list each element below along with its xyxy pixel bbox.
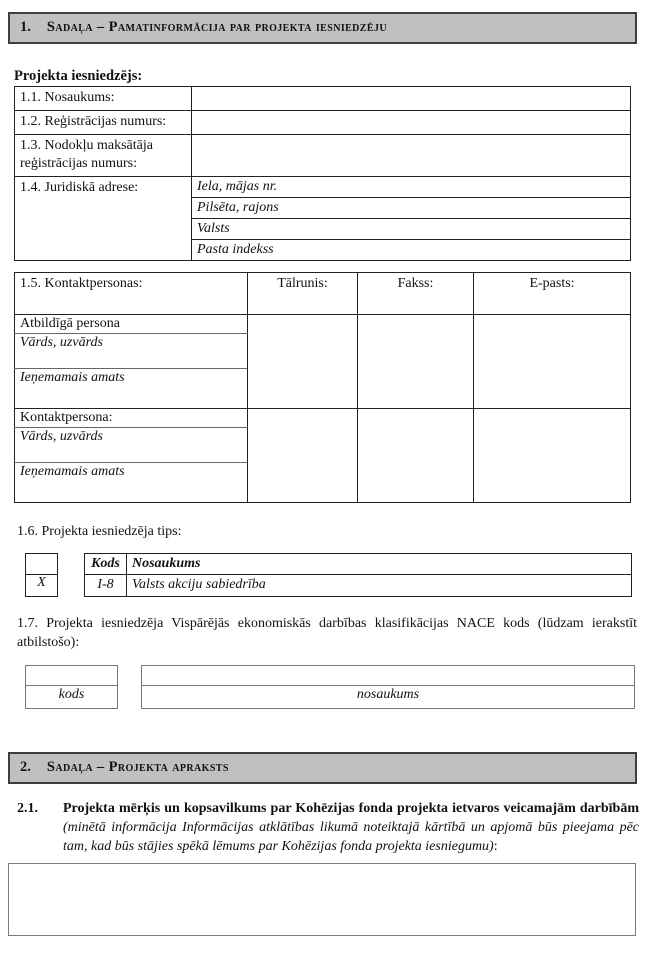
applicant-type-block (25, 553, 637, 597)
item-2-1-number: 2.1. (17, 801, 38, 816)
contacts-table (14, 272, 631, 503)
nace-code-box (25, 665, 118, 709)
type-mark-empty-cell[interactable] (26, 554, 58, 575)
table-row (15, 135, 631, 177)
table-row (85, 554, 632, 575)
contact-email-cell[interactable] (474, 409, 631, 503)
table-row (26, 554, 58, 575)
responsible-fax-cell[interactable] (358, 315, 474, 409)
section1-header-bar (8, 12, 637, 44)
applicant-heading: Projekta iesniedzējs: (14, 68, 143, 84)
table-row (142, 666, 635, 686)
responsible-name-cell[interactable]: Vārds, uzvārds (15, 334, 248, 369)
item-2-1-italic-text: (minētā informācija Informācijas atklātības likumā noteiktajā kārtībā un apjomā būs pieejama pēc tam, kad būs stājies spēkā lēmums par Kohēzijas fonda projekta iesniegumu) (63, 820, 639, 854)
table-row (26, 666, 118, 686)
contacts-header-row (15, 273, 631, 315)
type-code-value: I-8 (85, 575, 127, 597)
type-code-header: Kods (85, 554, 127, 575)
section2-title: Sadaļa – Projekta apraksts (46, 759, 229, 775)
table-row (15, 177, 631, 198)
contact-position-cell[interactable]: Ieņemamais amats (15, 463, 248, 503)
row-1-3-input-cell[interactable] (192, 135, 631, 177)
nace-name-label: nosaukums (142, 686, 635, 709)
table-row (15, 87, 631, 111)
nace-name-input-cell[interactable] (142, 666, 635, 686)
item-2-1-suffix: : (493, 839, 498, 854)
applicant-info-table (14, 86, 631, 261)
row-1-3-label: 1.3. Nodokļu maksātāja reģistrācijas numurs: (15, 135, 192, 177)
nace-code-label: kods (26, 686, 118, 709)
table-row (142, 686, 635, 709)
applicant-type-table (84, 553, 632, 597)
responsible-email-cell[interactable] (474, 315, 631, 409)
row-1-2-input-cell[interactable] (192, 111, 631, 135)
section1-number: 1. (20, 19, 31, 35)
type-mark-box (25, 553, 58, 597)
table-row (85, 575, 632, 597)
email-header: E-pasts: (474, 273, 631, 315)
table-row (15, 111, 631, 135)
section1-title: Sadaļa – Pamatinformācija par projekta iesniedzēju (46, 19, 387, 35)
responsible-phone-cell[interactable] (248, 315, 358, 409)
applicant-type-label: 1.6. Projekta iesniedzēja tips: (17, 524, 182, 539)
contacts-label: 1.5. Kontaktpersonas: (15, 273, 248, 315)
table-row (15, 315, 631, 334)
nace-block (25, 665, 637, 709)
contact-person-label: Kontaktpersona: (15, 409, 248, 428)
address-city-cell[interactable]: Pilsēta, rajons (192, 198, 631, 219)
row-1-1-input-cell[interactable] (192, 87, 631, 111)
responsible-person-label: Atbildīgā persona (15, 315, 248, 334)
type-name-value: Valsts akciju sabiedrība (127, 575, 632, 597)
type-mark-x-cell[interactable]: X (26, 575, 58, 597)
phone-header: Tālrunis: (248, 273, 358, 315)
project-description-input-box[interactable] (8, 863, 636, 936)
table-row (26, 575, 58, 597)
address-street-cell[interactable]: Iela, mājas nr. (192, 177, 631, 198)
responsible-position-cell[interactable]: Ieņemamais amats (15, 369, 248, 409)
section2-number: 2. (20, 759, 31, 775)
section2-header-bar (8, 752, 637, 784)
nace-code-input-cell[interactable] (26, 666, 118, 686)
row-1-1-label: 1.1. Nosaukums: (15, 87, 192, 111)
row-1-4-label: 1.4. Juridiskā adrese: (15, 177, 192, 261)
contact-fax-cell[interactable] (358, 409, 474, 503)
item-2-1-paragraph (17, 799, 639, 856)
nace-label: 1.7. Projekta iesniedzēja Vispārējās ekonomiskās darbības klasifikācijas NACE kods (lūdzam ierakstīt atbilstošo): (17, 616, 637, 650)
type-name-header: Nosaukums (127, 554, 632, 575)
address-postcode-cell[interactable]: Pasta indekss (192, 240, 631, 261)
address-country-cell[interactable]: Valsts (192, 219, 631, 240)
table-row (15, 409, 631, 428)
fax-header: Fakss: (358, 273, 474, 315)
contact-phone-cell[interactable] (248, 409, 358, 503)
nace-name-box (141, 665, 635, 709)
row-1-2-label: 1.2. Reģistrācijas numurs: (15, 111, 192, 135)
table-row (26, 686, 118, 709)
contact-name-cell[interactable]: Vārds, uzvārds (15, 428, 248, 463)
item-2-1-bold-text: Projekta mērķis un kopsavilkums par Kohēzijas fonda projekta ietvaros veicamajām darbībām (63, 801, 639, 816)
